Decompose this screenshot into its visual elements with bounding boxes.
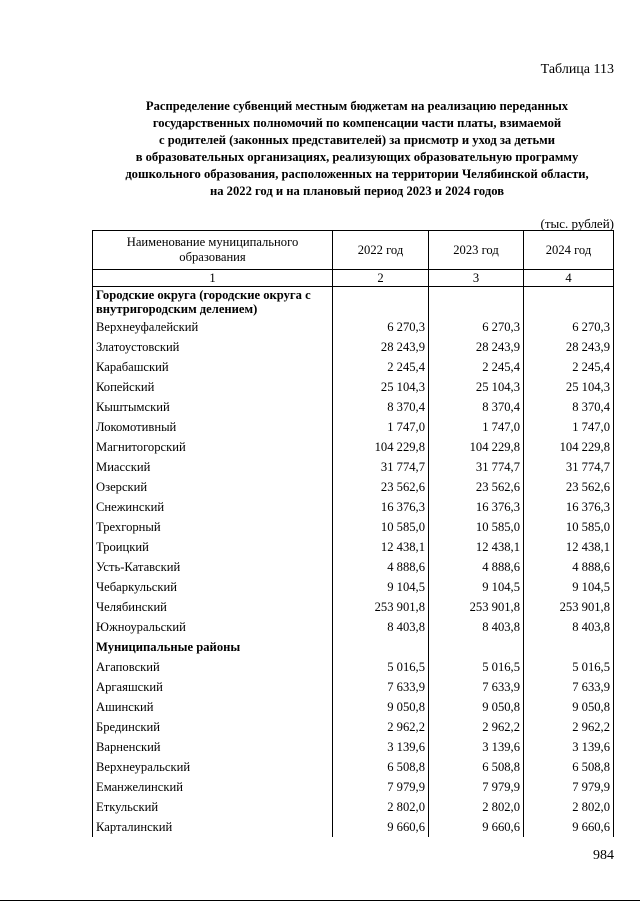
value-2024: 9 660,6 — [524, 817, 614, 837]
value-2022: 253 901,8 — [333, 597, 429, 617]
value-2022: 10 585,0 — [333, 517, 429, 537]
value-2022: 4 888,6 — [333, 557, 429, 577]
municipality-name: Златоустовский — [93, 337, 333, 357]
municipality-name: Магнитогорский — [93, 437, 333, 457]
title-line: Распределение субвенций местным бюджетам на реализацию переданных — [145, 99, 569, 113]
table-row — [93, 777, 614, 797]
value-2022: 16 376,3 — [333, 497, 429, 517]
municipality-name: Миасский — [93, 457, 333, 477]
value-2024: 3 139,6 — [524, 737, 614, 757]
municipality-name: Южноуральский — [93, 617, 333, 637]
value-2022: 12 438,1 — [333, 537, 429, 557]
value-2022: 9 104,5 — [333, 577, 429, 597]
header-index: 1 — [93, 270, 333, 287]
value-2023: 16 376,3 — [429, 497, 524, 517]
table-row — [93, 317, 614, 337]
value-2024: 4 888,6 — [524, 557, 614, 577]
municipality-name: Варненский — [93, 737, 333, 757]
value-2022: 2 802,0 — [333, 797, 429, 817]
value-2022: 23 562,6 — [333, 477, 429, 497]
header-index-row — [93, 270, 614, 287]
table-number: Таблица 113 — [540, 62, 614, 77]
table-row — [93, 677, 614, 697]
table-row — [93, 357, 614, 377]
header-index: 3 — [429, 270, 524, 287]
value-2023: 7 979,9 — [429, 777, 524, 797]
value-2024: 8 403,8 — [524, 617, 614, 637]
municipality-name: Ашинский — [93, 697, 333, 717]
municipality-name: Трехгорный — [93, 517, 333, 537]
value-2022: 6 508,8 — [333, 757, 429, 777]
value-2023: 9 104,5 — [429, 577, 524, 597]
value-2023: 2 962,2 — [429, 717, 524, 737]
value-2023: 4 888,6 — [429, 557, 524, 577]
value-2023: 9 050,8 — [429, 697, 524, 717]
value-2024: 9 104,5 — [524, 577, 614, 597]
municipality-name: Чебаркульский — [93, 577, 333, 597]
value-2023: 8 403,8 — [429, 617, 524, 637]
units-label: (тыс. рублей) — [540, 216, 614, 231]
value-2024: 9 050,8 — [524, 697, 614, 717]
municipality-name: Челябинский — [93, 597, 333, 617]
table-row — [93, 717, 614, 737]
value-2024: 253 901,8 — [524, 597, 614, 617]
value-2023: 1 747,0 — [429, 417, 524, 437]
table-row — [93, 697, 614, 717]
value-2022: 1 747,0 — [333, 417, 429, 437]
document-title — [60, 98, 640, 200]
section-urban-districts — [93, 287, 614, 318]
title-line: дошкольного образования, расположенных на территории Челябинской области, — [125, 167, 589, 181]
municipality-name: Еткульский — [93, 797, 333, 817]
municipality-name: Агаповский — [93, 657, 333, 677]
municipality-name: Карталинский — [93, 817, 333, 837]
table-row — [93, 817, 614, 837]
header-2023: 2023 год — [429, 231, 524, 270]
table-row — [93, 757, 614, 777]
value-2022: 25 104,3 — [333, 377, 429, 397]
value-2023: 10 585,0 — [429, 517, 524, 537]
value-2024: 25 104,3 — [524, 377, 614, 397]
municipality-name: Брединский — [93, 717, 333, 737]
value-2023: 253 901,8 — [429, 597, 524, 617]
value-2022: 9 660,6 — [333, 817, 429, 837]
title-line: государственных полномочий по компенсации части платы, взимаемой — [152, 116, 562, 130]
value-2024: 23 562,6 — [524, 477, 614, 497]
value-2022: 5 016,5 — [333, 657, 429, 677]
value-2022: 8 403,8 — [333, 617, 429, 637]
municipality-name: Озерский — [93, 477, 333, 497]
value-2024: 7 979,9 — [524, 777, 614, 797]
value-2024: 5 016,5 — [524, 657, 614, 677]
table-row — [93, 437, 614, 457]
value-2023: 23 562,6 — [429, 477, 524, 497]
value-2023: 31 774,7 — [429, 457, 524, 477]
value-2023: 8 370,4 — [429, 397, 524, 417]
value-2023: 5 016,5 — [429, 657, 524, 677]
value-2023: 9 660,6 — [429, 817, 524, 837]
header-row — [93, 231, 614, 270]
municipality-name: Локомотивный — [93, 417, 333, 437]
value-2022: 7 979,9 — [333, 777, 429, 797]
table-row — [93, 597, 614, 617]
value-2022: 6 270,3 — [333, 317, 429, 337]
value-2023: 104 229,8 — [429, 437, 524, 457]
value-2022: 104 229,8 — [333, 437, 429, 457]
municipality-name: Еманжелинский — [93, 777, 333, 797]
municipality-name: Снежинский — [93, 497, 333, 517]
value-2022: 3 139,6 — [333, 737, 429, 757]
header-index: 2 — [333, 270, 429, 287]
title-line: в образовательных организациях, реализующих образовательную программу — [135, 150, 579, 164]
value-2022: 2 962,2 — [333, 717, 429, 737]
value-2024: 28 243,9 — [524, 337, 614, 357]
section-label: Муниципальные районы — [93, 637, 333, 657]
table-row — [93, 517, 614, 537]
value-2024: 1 747,0 — [524, 417, 614, 437]
municipality-name: Карабашский — [93, 357, 333, 377]
value-2022: 2 245,4 — [333, 357, 429, 377]
value-2024: 6 270,3 — [524, 317, 614, 337]
table-row — [93, 377, 614, 397]
header-2022: 2022 год — [333, 231, 429, 270]
value-2024: 10 585,0 — [524, 517, 614, 537]
municipality-name: Троицкий — [93, 537, 333, 557]
value-2024: 6 508,8 — [524, 757, 614, 777]
table-row — [93, 737, 614, 757]
municipality-name: Копейский — [93, 377, 333, 397]
header-2024: 2024 год — [524, 231, 614, 270]
header-index: 4 — [524, 270, 614, 287]
header-municipality: Наименование муниципального образования — [93, 231, 333, 270]
page-number: 984 — [593, 848, 614, 863]
table-row — [93, 657, 614, 677]
value-2022: 28 243,9 — [333, 337, 429, 357]
municipality-name: Верхнеуфалейский — [93, 317, 333, 337]
table-row — [93, 397, 614, 417]
table-row — [93, 417, 614, 437]
table-row — [93, 617, 614, 637]
title-line: с родителей (законных представителей) за присмотр и уход за детьми — [158, 133, 555, 147]
value-2023: 2 245,4 — [429, 357, 524, 377]
value-2023: 6 270,3 — [429, 317, 524, 337]
value-2023: 7 633,9 — [429, 677, 524, 697]
value-2024: 12 438,1 — [524, 537, 614, 557]
municipality-name: Кыштымский — [93, 397, 333, 417]
section-municipal-districts — [93, 637, 614, 657]
subvention-table — [92, 230, 614, 837]
municipality-name: Усть-Катавский — [93, 557, 333, 577]
value-2022: 8 370,4 — [333, 397, 429, 417]
value-2023: 3 139,6 — [429, 737, 524, 757]
value-2024: 16 376,3 — [524, 497, 614, 517]
value-2024: 2 802,0 — [524, 797, 614, 817]
table-row — [93, 577, 614, 597]
value-2024: 31 774,7 — [524, 457, 614, 477]
value-2022: 31 774,7 — [333, 457, 429, 477]
title-line: на 2022 год и на плановый период 2023 и 2024 годов — [209, 184, 505, 198]
table-row — [93, 537, 614, 557]
bottom-rule — [0, 900, 640, 901]
table-row — [93, 337, 614, 357]
value-2023: 12 438,1 — [429, 537, 524, 557]
value-2024: 104 229,8 — [524, 437, 614, 457]
table-row — [93, 457, 614, 477]
table-row — [93, 797, 614, 817]
table-row — [93, 557, 614, 577]
value-2022: 7 633,9 — [333, 677, 429, 697]
municipality-name: Аргаяшский — [93, 677, 333, 697]
value-2023: 6 508,8 — [429, 757, 524, 777]
municipality-name: Верхнеуральский — [93, 757, 333, 777]
value-2022: 9 050,8 — [333, 697, 429, 717]
value-2023: 28 243,9 — [429, 337, 524, 357]
value-2024: 2 962,2 — [524, 717, 614, 737]
value-2024: 2 245,4 — [524, 357, 614, 377]
table-row — [93, 497, 614, 517]
value-2023: 2 802,0 — [429, 797, 524, 817]
section-label: Городские округа (городские округа с внутригородским делением) — [93, 287, 333, 318]
table-row — [93, 477, 614, 497]
value-2024: 7 633,9 — [524, 677, 614, 697]
value-2024: 8 370,4 — [524, 397, 614, 417]
value-2023: 25 104,3 — [429, 377, 524, 397]
